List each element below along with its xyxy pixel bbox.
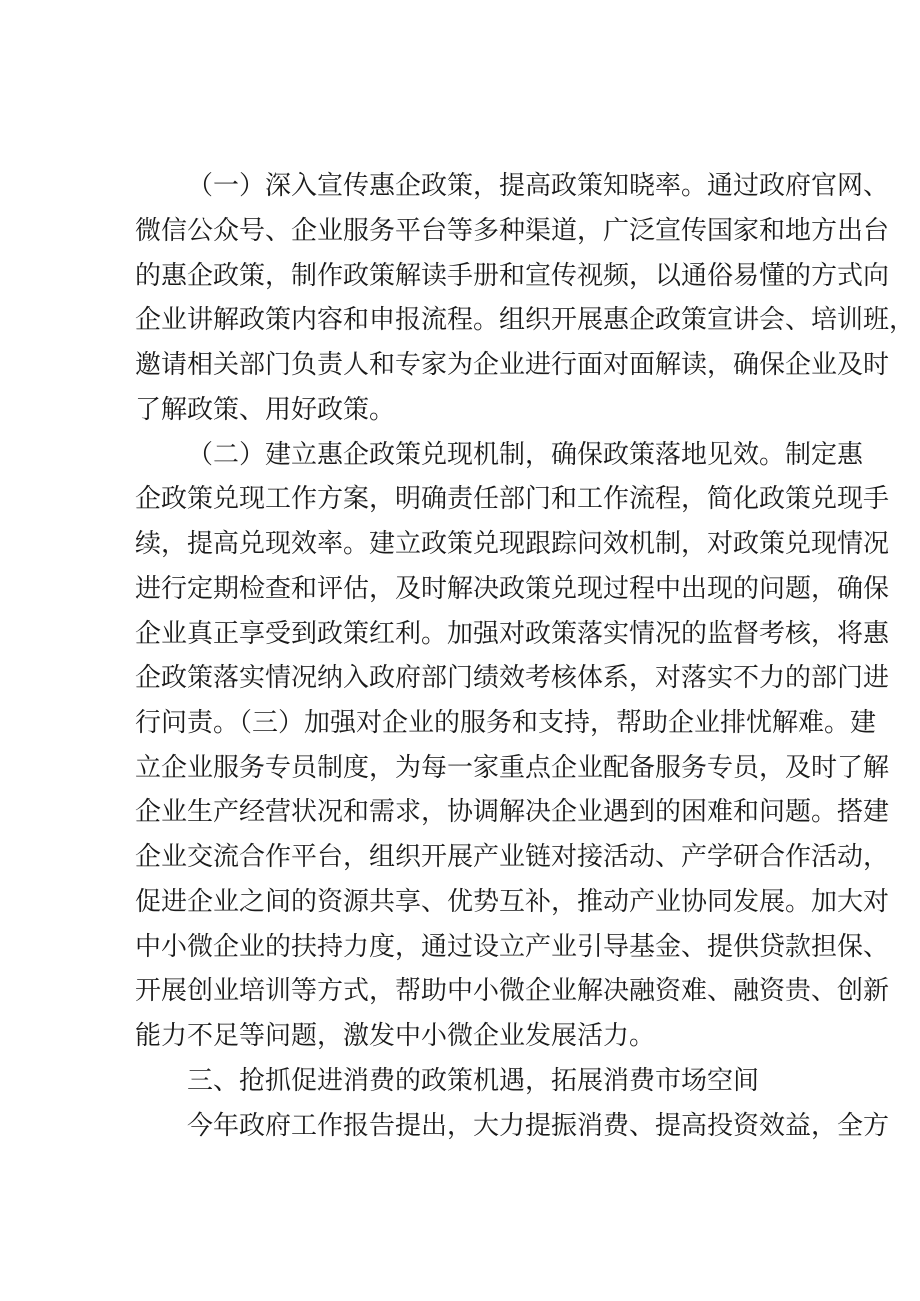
section-heading: 三、抢抓促进消费的政策机遇，拓展消费市场空间	[187, 1066, 760, 1096]
paragraph-1-line-2: 微信公众号、企业服务平台等多种渠道，广泛宣传国家和地方出台	[135, 216, 890, 246]
paragraph-2-line-14: 能力不足等问题，激发中小微企业发展活力。	[135, 1021, 656, 1051]
paragraph-2-line-6: 企政策落实情况纳入政府部门绩效考核体系，对落实不力的部门进	[135, 663, 890, 693]
paragraph-2-line-11: 促进企业之间的资源共享、优势互补，推动产业协同发展。加大对	[135, 887, 890, 917]
paragraph-2-line-5: 企业真正享受到政策红利。加强对政策落实情况的监督考核，将惠	[135, 619, 890, 649]
paragraph-2-line-9: 企业生产经营状况和需求，协调解决企业遇到的困难和问题。搭建	[135, 797, 890, 827]
paragraph-2-line-7: 行问责。（三）加强对企业的服务和支持，帮助企业排忧解难。建	[135, 708, 877, 738]
paragraph-1-line-1: （一）深入宣传惠企政策，提高政策知晓率。通过政府官网、	[187, 171, 890, 201]
paragraph-2-line-10: 企业交流合作平台，组织开展产业链对接活动、产学研合作活动，	[135, 842, 890, 872]
paragraph-4-line-1: 今年政府工作报告提出，大力提振消费、提高投资效益，全方	[187, 1111, 890, 1141]
paragraph-1-line-4: 企业讲解政策内容和申报流程。组织开展惠企政策宣讲会、培训班，	[135, 305, 916, 335]
paragraph-2-line-8: 立企业服务专员制度，为每一家重点企业配备服务专员，及时了解	[135, 753, 890, 783]
paragraph-2-line-12: 中小微企业的扶持力度，通过设立产业引导基金、提供贷款担保、	[135, 932, 890, 962]
paragraph-1-line-5: 邀请相关部门负责人和专家为企业进行面对面解读，确保企业及时	[135, 350, 890, 380]
paragraph-2-line-1: （二）建立惠企政策兑现机制，确保政策落地见效。制定惠	[187, 440, 864, 470]
paragraph-2-line-13: 开展创业培训等方式，帮助中小微企业解决融资难、融资贵、创新	[135, 976, 890, 1006]
paragraph-1-line-3: 的惠企政策，制作政策解读手册和宣传视频，以通俗易懂的方式向	[135, 261, 890, 291]
paragraph-2-line-2: 企政策兑现工作方案，明确责任部门和工作流程，简化政策兑现手	[135, 484, 890, 514]
paragraph-2-line-4: 进行定期检查和评估，及时解决政策兑现过程中出现的问题，确保	[135, 574, 890, 604]
paragraph-1-line-6: 了解政策、用好政策。	[135, 395, 396, 425]
paragraph-2-line-3: 续，提高兑现效率。建立政策兑现跟踪问效机制，对政策兑现情况	[135, 529, 890, 559]
